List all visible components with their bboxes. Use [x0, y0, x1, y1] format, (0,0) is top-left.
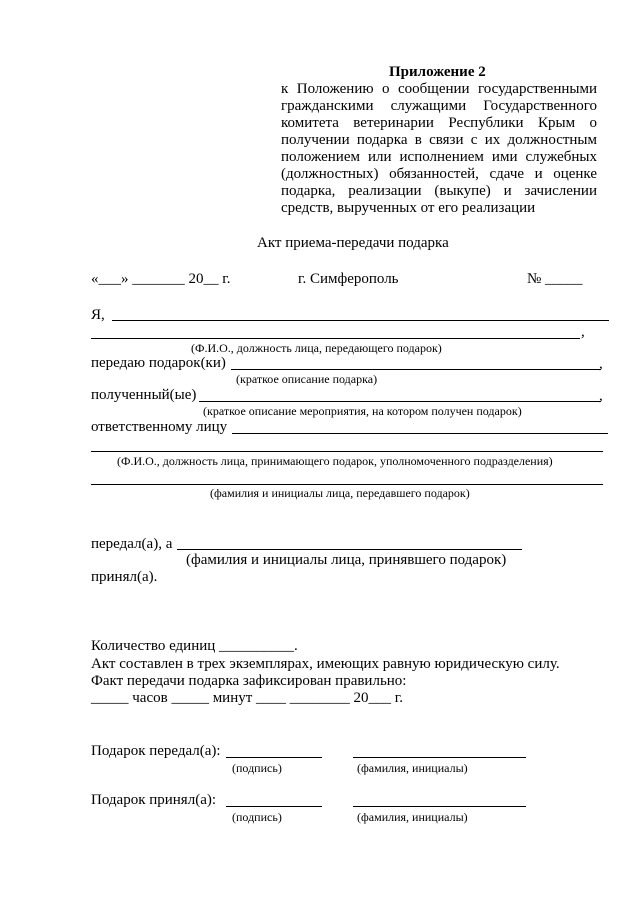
hint-giver-name: (фамилия и инициалы лица, передавшего подарок)	[210, 486, 470, 500]
ya-label: Я,	[91, 307, 105, 323]
gift-label: передаю подарок(ки)	[91, 355, 226, 371]
hint-gift: (краткое описание подарка)	[236, 372, 378, 386]
giver-name-line[interactable]	[91, 484, 603, 485]
document-title: Акт приема-передачи подарка	[257, 235, 449, 251]
hint-receiver-name: (фамилия и инициалы лица, принявшего подарок)	[186, 552, 507, 568]
sign-hint: (подпись)	[232, 810, 282, 824]
signature-giver-name-line[interactable]	[353, 757, 526, 758]
annex-line: к Положению о сообщении государственными	[281, 81, 597, 97]
time-field[interactable]: _____ часов _____ минут ____ ________ 20___ г.	[91, 690, 404, 706]
copies-text: Акт составлен в трех экземплярах, имеющих равную юридическую силу.	[91, 656, 560, 672]
accepted-label: принял(а).	[91, 569, 158, 585]
name-hint: (фамилия, инициалы)	[357, 810, 468, 824]
name-hint: (фамилия, инициалы)	[357, 761, 468, 775]
annex-title: Приложение 2	[389, 64, 486, 80]
annex-line: гражданскими служащими Государственного	[281, 98, 597, 114]
signature-giver-label: Подарок передал(а):	[91, 743, 221, 759]
number-field[interactable]: № _____	[527, 271, 583, 287]
gift-description-line[interactable]	[231, 369, 601, 370]
giver-fio-line-2[interactable]	[91, 338, 580, 339]
responsible-label: ответственному лицу	[91, 419, 228, 435]
annex-line: комитета ветеринарии Республики Крым о	[281, 115, 597, 131]
hint-fio-receiver: (Ф.И.О., должность лица, принимающего подарок, уполномоченного подразделения)	[117, 454, 553, 468]
signature-receiver-name-line[interactable]	[353, 806, 526, 807]
hint-fio-giver: (Ф.И.О., должность лица, передающего подарок)	[191, 341, 442, 355]
event-description-line[interactable]	[199, 401, 601, 402]
giver-fio-line[interactable]	[112, 320, 609, 321]
responsible-fio-line[interactable]	[232, 433, 608, 434]
responsible-fio-line-2[interactable]	[91, 451, 603, 452]
quantity-field[interactable]: Количество единиц __________.	[91, 638, 298, 654]
annex-line: подарка, реализации (выкупе) и зачислении	[281, 183, 597, 199]
passed-label: передал(а), а	[91, 536, 173, 552]
comma: ,	[581, 324, 585, 340]
received-label: полученный(ые)	[91, 387, 197, 403]
receiver-name-line[interactable]	[177, 549, 522, 550]
signature-giver-line[interactable]	[226, 757, 322, 758]
sign-hint: (подпись)	[232, 761, 282, 775]
date-field[interactable]: «___» _______ 20__ г.	[91, 271, 231, 287]
hint-event: (краткое описание мероприятия, на котором получен подарок)	[203, 404, 522, 418]
city-label: г. Симферополь	[298, 271, 399, 287]
comma: ,	[599, 356, 603, 372]
signature-receiver-line[interactable]	[226, 806, 322, 807]
fact-text: Факт передачи подарка зафиксирован правильно:	[91, 673, 407, 689]
signature-receiver-label: Подарок принял(а):	[91, 792, 217, 808]
annex-line: положением или исполнением ими служебных	[281, 149, 597, 165]
comma: ,	[599, 388, 603, 404]
annex-line: средств, вырученных от его реализации	[281, 200, 536, 216]
annex-text	[281, 81, 597, 217]
annex-line: (должностных) обязанностей, сдаче и оценке	[281, 166, 597, 182]
annex-line: получении подарка в связи с их должностным	[281, 132, 597, 148]
